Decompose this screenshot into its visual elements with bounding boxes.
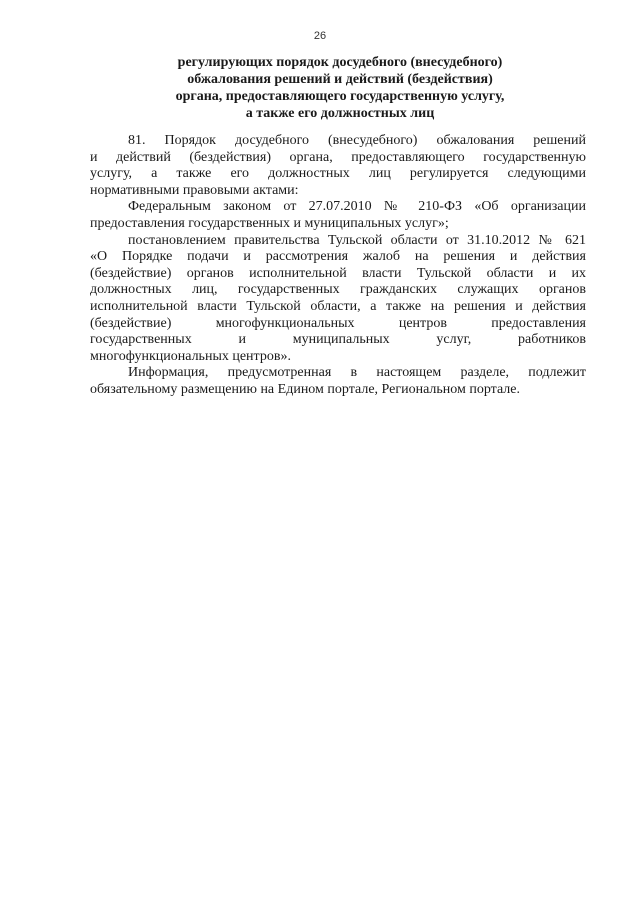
federal-law-line: предоставления государственных и муниципальных услуг»; <box>90 215 449 231</box>
paragraph-81-line: и действий (бездействия) органа, предоставляющего государственную <box>90 149 586 165</box>
resolution-line: должностных лиц, государственных гражданских служащих органов <box>90 282 586 298</box>
paragraph-81-line: услугу, а также его должностных лиц регулируется следующими <box>90 166 586 182</box>
information-line: Информация, предусмотренная в настоящем разделе, подлежит <box>128 365 586 381</box>
paragraph-81-line: 81. Порядок досудебного (внесудебного) обжалования решений <box>128 133 586 148</box>
resolution-line: «О Порядке подачи и рассмотрения жалоб на решения и действия <box>90 249 586 265</box>
heading-line: а также его должностных лиц <box>245 106 435 121</box>
information-line: обязательному размещению на Едином портале, Региональном портале. <box>90 381 521 397</box>
body-text <box>90 133 586 399</box>
page-number: 26 <box>313 30 327 42</box>
section-heading <box>80 54 600 122</box>
resolution-line: многофункциональных центров». <box>90 348 291 364</box>
resolution-line: постановлением правительства Тульской области от 31.10.2012 № 621 <box>128 232 586 248</box>
federal-law-line: Федеральным законом от 27.07.2010 № 210-ФЗ «Об организации <box>128 199 586 215</box>
heading-line: регулирующих порядок досудебного (внесудебного) <box>177 55 503 70</box>
paragraph-81-line: нормативными правовыми актами: <box>90 182 299 198</box>
heading-line: органа, предоставляющего государственную услугу, <box>175 89 505 104</box>
resolution-line: государственных и муниципальных услуг, работников <box>90 332 586 348</box>
resolution-line: исполнительной власти Тульской области, а также на решения и действия <box>90 298 586 314</box>
heading-line: обжалования решений и действий (бездействия) <box>187 72 493 87</box>
resolution-line: (бездействие) органов исполнительной власти Тульской области и их <box>90 265 586 281</box>
resolution-line: (бездействие) многофункциональных центров предоставления <box>90 315 586 331</box>
